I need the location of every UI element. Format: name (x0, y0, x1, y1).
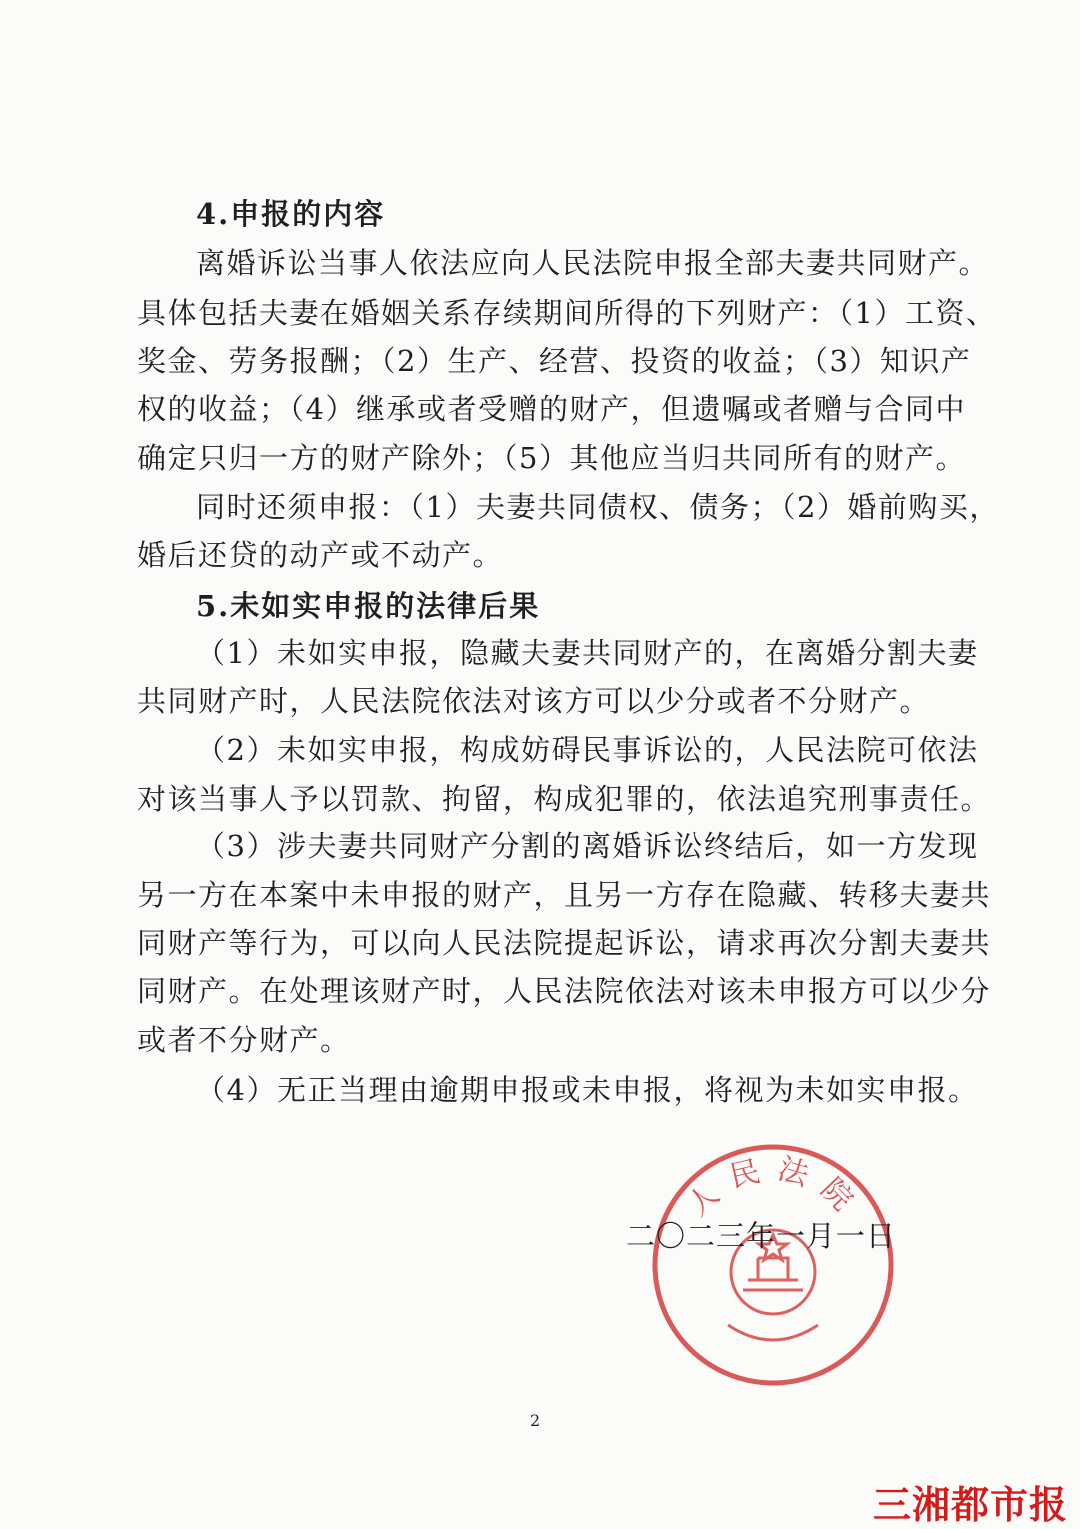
paragraph-line: 婚后还贷的动产或不动产。 (137, 538, 504, 572)
paragraph-line: 离婚诉讼当事人依法应向人民法院申报全部夫妻共同财产。 (196, 246, 990, 280)
document-date: 二〇二三年一月一日 (626, 1219, 897, 1253)
section-5-heading: 5.未如实申报的法律后果 (196, 589, 541, 623)
paragraph-line: 另一方在本案中未申报的财产，且另一方存在隐藏、转移夫妻共 (137, 878, 992, 912)
paragraph-line: 具体包括夫妻在婚姻关系存续期间所得的下列财产：（1）工资、 (137, 296, 997, 330)
paragraph-line: 权的收益；（4）继承或者受赠的财产，但遗嘱或者赠与合同中 (137, 392, 966, 426)
paragraph-line: （4）无正当理由逾期申报或未申报，将视为未如实申报。 (196, 1073, 979, 1107)
paragraph-line: 或者不分财产。 (137, 1023, 351, 1057)
paragraph-line: 对该当事人予以罚款、拘留，构成犯罪的，依法追究刑事责任。 (137, 782, 992, 816)
page-number: 2 (530, 1411, 541, 1430)
paragraph-line: （3）涉夫妻共同财产分割的离婚诉讼终结后，如一方发现 (196, 829, 979, 863)
paragraph-line: （1）未如实申报，隐藏夫妻共同财产的，在离婚分割夫妻 (196, 636, 979, 670)
paragraph-line: 确定只归一方的财产除外；（5）其他应当归共同所有的财产。 (137, 441, 966, 475)
paragraph-line: （2）未如实申报，构成妨碍民事诉讼的，人民法院可依法 (196, 733, 979, 767)
paragraph-line: 同财产等行为，可以向人民法院提起诉讼，请求再次分割夫妻共 (137, 926, 992, 960)
newspaper-watermark-logo: 三湘都市报 (872, 1483, 1068, 1527)
court-seal-stamp (648, 1140, 898, 1390)
paragraph-line: 奖金、劳务报酬；（2）生产、经营、投资的收益；（3）知识产 (137, 344, 972, 378)
section-4-heading: 4.申报的内容 (196, 197, 386, 231)
svg-text:人民法院: 人民法院 (680, 1150, 870, 1228)
paragraph-line: 共同财产时，人民法院依法对该方可以少分或者不分财产。 (137, 684, 931, 718)
paragraph-line: 同时还须申报：（1）夫妻共同债权、债务；（2）婚前购买， (196, 490, 1000, 524)
paragraph-line: 同财产。在处理该财产时，人民法院依法对该未申报方可以少分 (137, 974, 992, 1008)
